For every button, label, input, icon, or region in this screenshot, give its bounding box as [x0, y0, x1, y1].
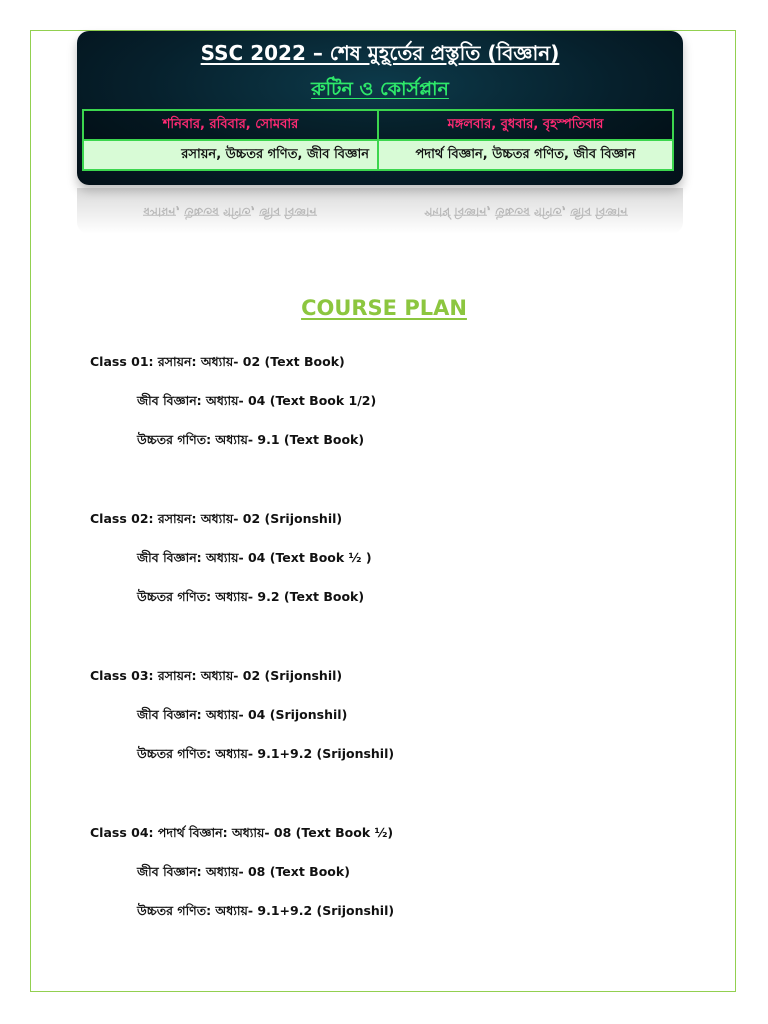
banner-subtitle: রুটিন ও কোর্সপ্লান	[311, 78, 449, 100]
banner-title: SSC 2022 – শেষ মুহূর্তের প্রস্তুতি (বিজ্ঞান)	[200, 41, 560, 65]
class-first-line	[90, 668, 342, 688]
subject-chapter-text: জীব বিজ্ঞান: অধ্যায়- 08 (Text Book)	[137, 864, 350, 879]
class-subject-line	[137, 864, 350, 884]
subjects-cell-2: পদার্থ বিজ্ঞান, উচ্চতর গণিত, জীব বিজ্ঞান	[378, 140, 673, 170]
routine-table	[82, 109, 674, 171]
subject-chapter-text: রসায়ন: অধ্যায়- 02 (Srijonshil)	[157, 511, 343, 526]
subjects-cell-1: রসায়ন, উচ্চতর গণিত, জীব বিজ্ঞান	[83, 140, 378, 170]
class-first-line	[90, 825, 393, 845]
subject-chapter-text: জীব বিজ্ঞান: অধ্যায়- 04 (Text Book ½ )	[137, 550, 372, 565]
class-subject-line	[137, 393, 376, 413]
routine-subjects-row	[83, 140, 673, 170]
subject-chapter-text: জীব বিজ্ঞান: অধ্যায়- 04 (Srijonshil)	[137, 707, 348, 722]
days-cell-2: মঙ্গলবার, বুধবার, বৃহস্পতিবার	[378, 110, 673, 140]
class-subject-line	[137, 903, 394, 923]
reflection-cell-1: রসায়ন, উচ্চতর গণিত, জীব বিজ্ঞান	[143, 205, 317, 219]
class-label: Class 01:	[90, 354, 154, 369]
reflection-text	[82, 202, 674, 220]
days-cell-1: শনিবার, রবিবার, সোমবার	[83, 110, 378, 140]
subject-chapter-text: উচ্চতর গণিত: অধ্যায়- 9.2 (Text Book)	[137, 589, 365, 604]
subject-chapter-text: জীব বিজ্ঞান: অধ্যায়- 04 (Text Book 1/2)	[137, 393, 377, 408]
subject-chapter-text: উচ্চতর গণিত: অধ্যায়- 9.1+9.2 (Srijonshil)	[137, 903, 395, 918]
class-subject-line	[137, 550, 372, 570]
class-label: Class 03:	[90, 668, 154, 683]
subject-chapter-text: উচ্চতর গণিত: অধ্যায়- 9.1 (Text Book)	[137, 432, 365, 447]
subject-chapter-text: রসায়ন: অধ্যায়- 02 (Srijonshil)	[157, 668, 343, 683]
subject-chapter-text: পদার্থ বিজ্ঞান: অধ্যায়- 08 (Text Book ½)	[157, 825, 394, 840]
class-first-line	[90, 354, 345, 374]
class-subject-line	[137, 707, 347, 727]
routine-banner	[77, 31, 683, 185]
course-plan-heading: COURSE PLAN	[301, 296, 467, 320]
reflection-cell-2: পদার্থ বিজ্ঞান, উচ্চতর গণিত, জীব বিজ্ঞান	[424, 205, 628, 219]
class-subject-line	[137, 589, 364, 609]
class-label: Class 02:	[90, 511, 154, 526]
banner-reflection	[77, 188, 683, 234]
class-label: Class 04:	[90, 825, 154, 840]
routine-days-row	[83, 110, 673, 140]
subject-chapter-text: উচ্চতর গণিত: অধ্যায়- 9.1+9.2 (Srijonshil)	[137, 746, 395, 761]
class-subject-line	[137, 432, 364, 452]
class-subject-line	[137, 746, 394, 766]
class-first-line	[90, 511, 342, 531]
subject-chapter-text: রসায়ন: অধ্যায়- 02 (Text Book)	[157, 354, 345, 369]
